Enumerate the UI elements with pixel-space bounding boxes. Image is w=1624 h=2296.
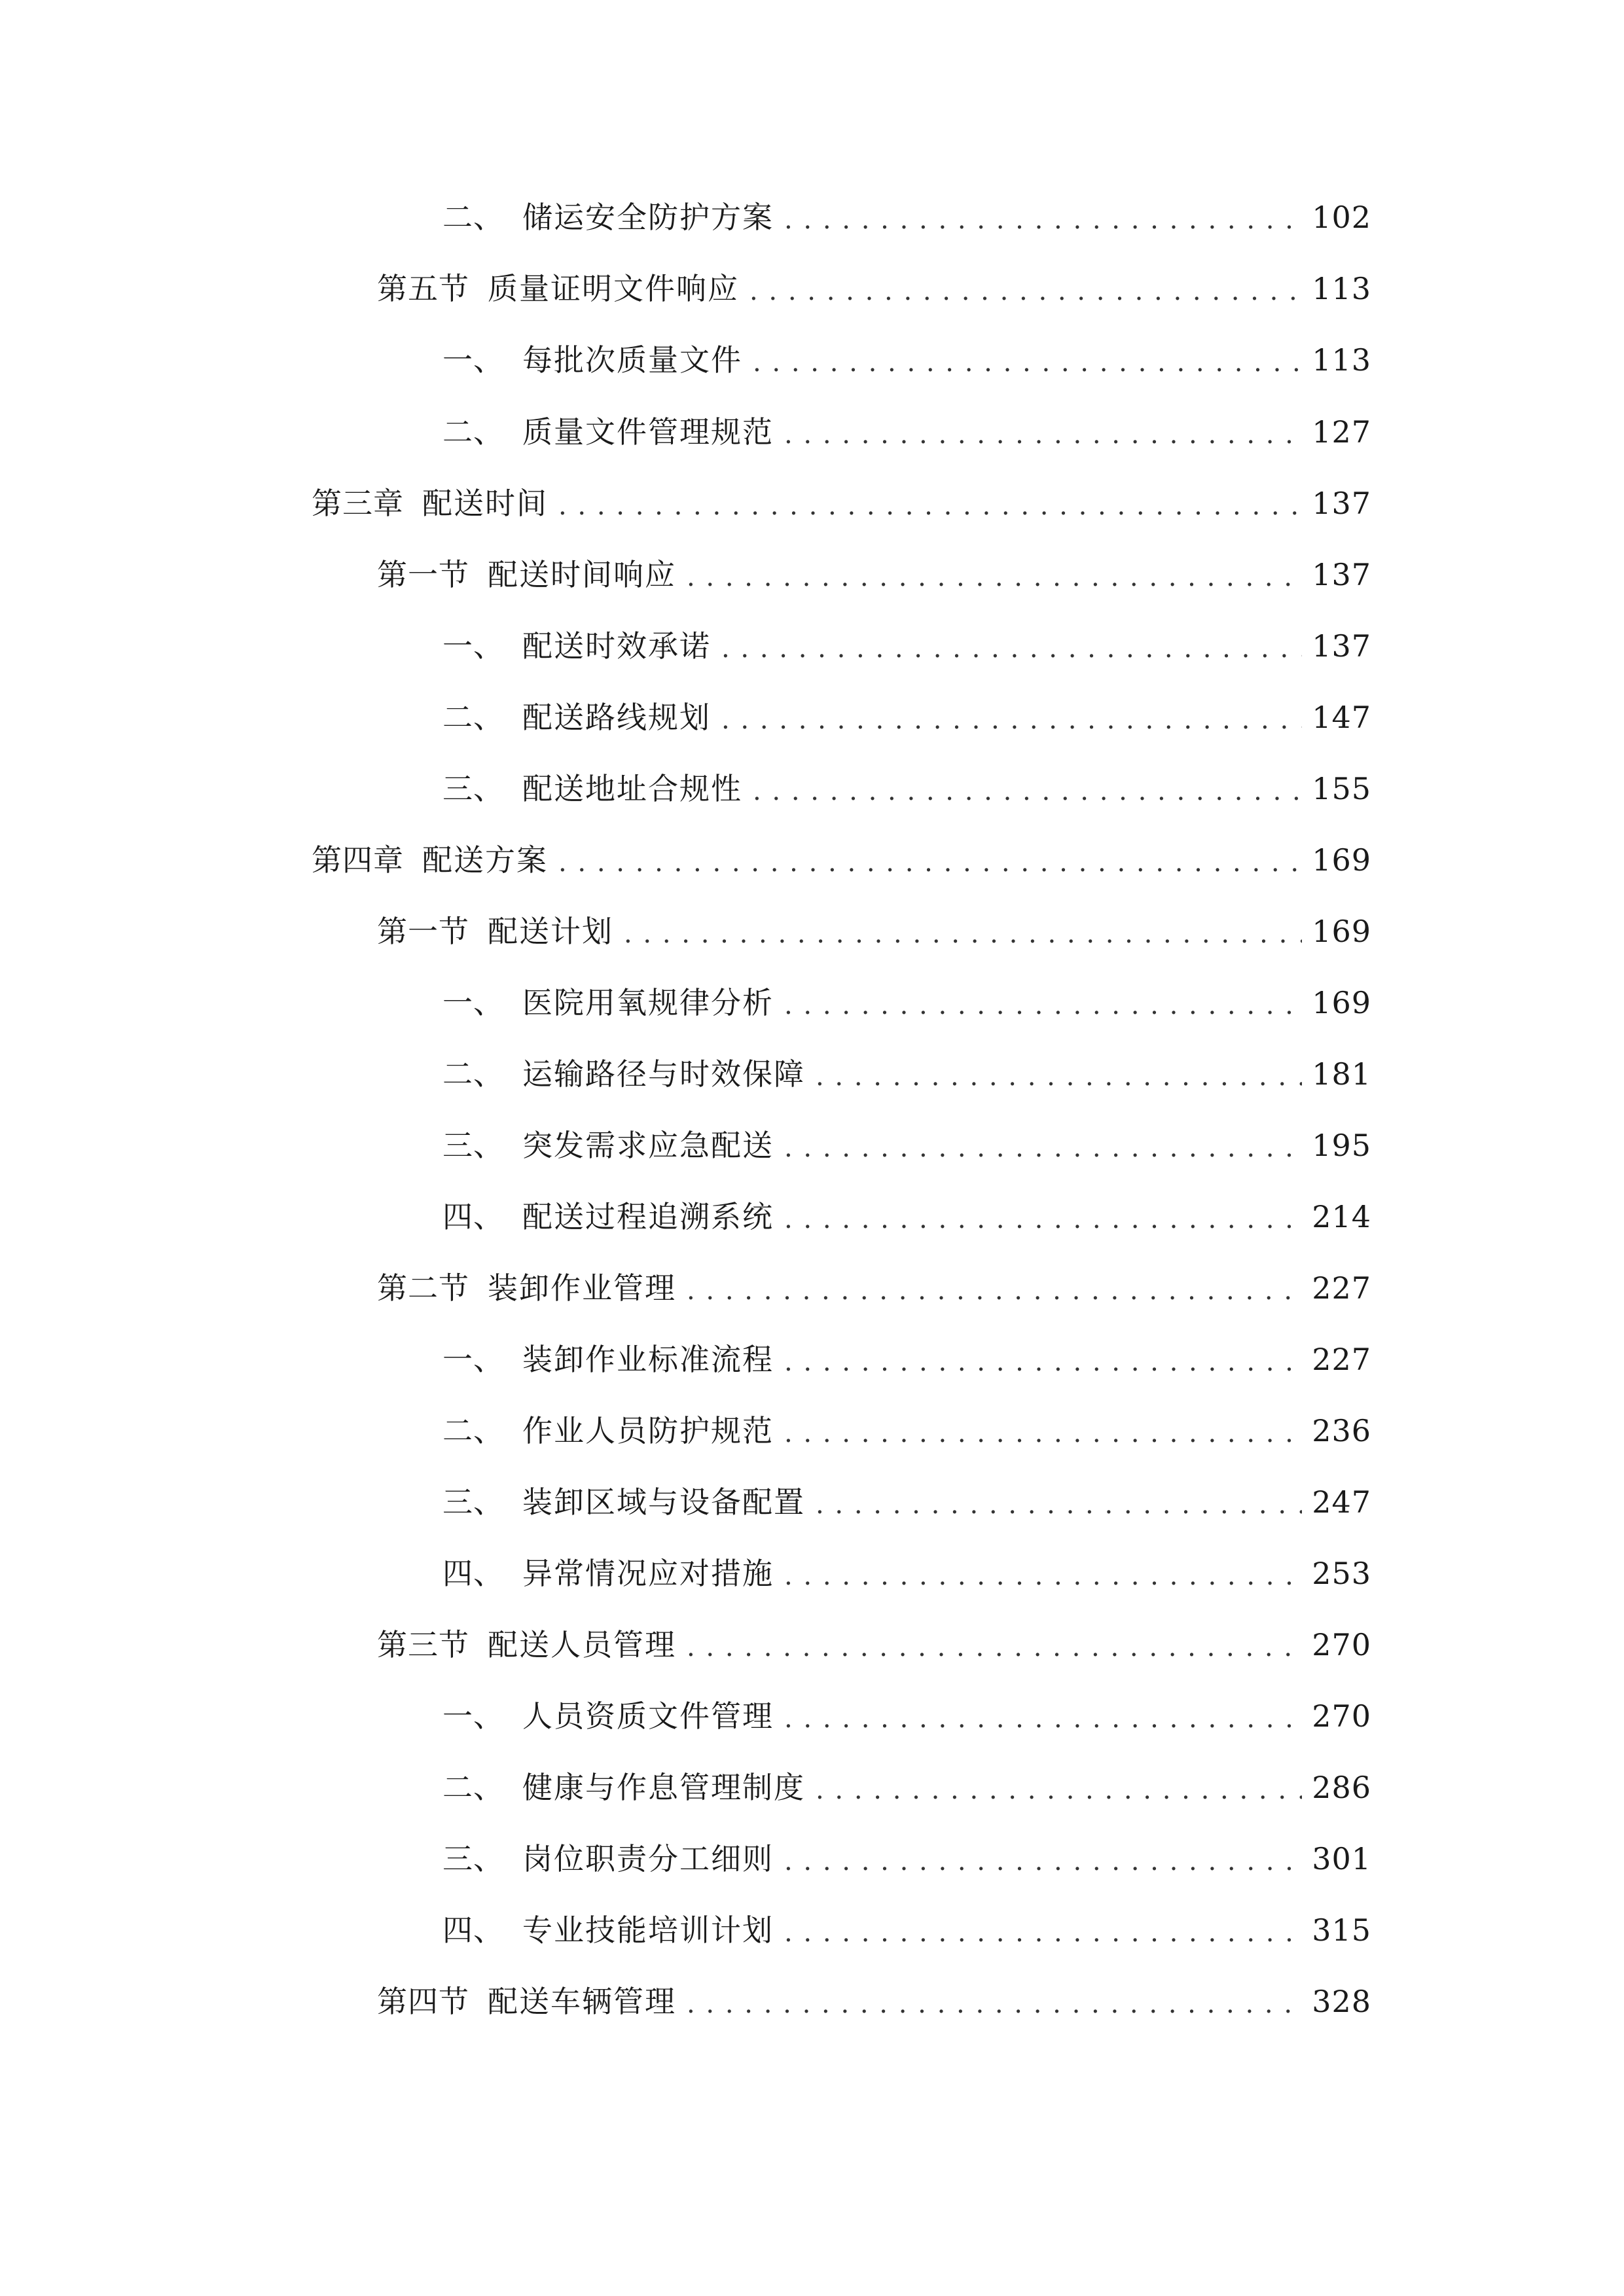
toc-entry-page: 247 <box>1312 1484 1371 1520</box>
dot-leader <box>753 765 1302 817</box>
toc-entry-title: 配送计划 <box>488 914 613 949</box>
toc-entry-title: 健康与作息管理制度 <box>522 1770 805 1805</box>
toc-entry-title: 异常情况应对措施 <box>522 1556 774 1591</box>
toc-entry-page: 214 <box>1312 1199 1371 1234</box>
toc-entry[interactable] <box>442 1833 1371 1885</box>
toc-entry-page: 328 <box>1312 1984 1371 2019</box>
toc-entry[interactable] <box>442 1405 1371 1457</box>
toc-entry-title: 配送路线规划 <box>522 700 711 735</box>
dot-leader <box>816 1764 1302 1816</box>
dot-leader <box>558 480 1302 532</box>
toc-entry-number: 第四章 <box>312 842 404 878</box>
toc-entry-page: 155 <box>1312 771 1371 806</box>
toc-entry-title: 每批次质量文件 <box>522 342 742 378</box>
toc-entry[interactable] <box>442 1547 1371 1600</box>
toc-entry[interactable] <box>377 905 1371 958</box>
toc-entry[interactable] <box>377 1619 1371 1671</box>
toc-entry[interactable] <box>442 977 1371 1029</box>
toc-entry-page: 227 <box>1312 1342 1371 1377</box>
toc-entry-number: 第二节 <box>377 1270 469 1306</box>
dot-leader <box>753 336 1302 389</box>
dot-leader <box>749 265 1302 317</box>
dot-leader <box>784 1835 1302 1888</box>
toc-entry-title: 配送地址合规性 <box>522 771 742 806</box>
toc-entry[interactable] <box>442 406 1371 458</box>
toc-entry-number: 第三章 <box>312 486 404 521</box>
toc-entry-number: 二、 <box>442 414 504 450</box>
toc-entry-page: 227 <box>1312 1270 1371 1306</box>
dot-leader <box>784 1193 1302 1246</box>
toc-entry-title: 配送车辆管理 <box>488 1984 676 2019</box>
toc-entry[interactable] <box>442 1333 1371 1386</box>
dot-leader <box>687 1978 1302 2030</box>
toc-entry-number: 四、 <box>442 1556 504 1591</box>
dot-leader <box>624 908 1302 960</box>
toc-entry-number: 二、 <box>442 1770 504 1805</box>
dot-leader <box>687 1265 1302 1317</box>
toc-entry[interactable] <box>442 1904 1371 1956</box>
toc-entry-title: 质量证明文件响应 <box>488 271 739 306</box>
toc-entry-page: 169 <box>1312 985 1371 1020</box>
toc-entry[interactable] <box>442 762 1371 815</box>
toc-entry-number: 二、 <box>442 1413 504 1448</box>
toc-entry[interactable] <box>377 262 1371 315</box>
toc-entry-title: 装卸作业标准流程 <box>522 1342 774 1377</box>
toc-entry-title: 突发需求应急配送 <box>522 1128 774 1163</box>
toc-entry-number: 二、 <box>442 200 504 235</box>
toc-entry-title: 岗位职责分工细则 <box>522 1841 774 1876</box>
toc-entry-number: 第一节 <box>377 914 469 949</box>
dot-leader <box>784 408 1302 461</box>
toc-entry-number: 三、 <box>442 771 504 806</box>
toc-entry-title: 作业人员防护规范 <box>522 1413 774 1448</box>
toc-entry-page: 127 <box>1312 414 1371 450</box>
toc-entry-page: 286 <box>1312 1770 1371 1805</box>
toc-entry[interactable] <box>312 834 1371 886</box>
toc-entry-number: 二、 <box>442 1056 504 1092</box>
toc-entry-number: 四、 <box>442 1199 504 1234</box>
toc-entry-title: 运输路径与时效保障 <box>522 1056 805 1092</box>
toc-entry-title: 储运安全防护方案 <box>522 200 774 235</box>
toc-entry[interactable] <box>442 191 1371 243</box>
dot-leader <box>784 979 1302 1031</box>
dot-leader <box>687 551 1302 603</box>
toc-entry[interactable] <box>377 1262 1371 1314</box>
toc-entry-title: 配送时间 <box>422 486 548 521</box>
toc-entry[interactable] <box>442 1191 1371 1243</box>
toc-entry-page: 253 <box>1312 1556 1371 1591</box>
toc-entry[interactable] <box>442 334 1371 386</box>
toc-entry-title: 专业技能培训计划 <box>522 1912 774 1948</box>
dot-leader <box>784 194 1302 246</box>
toc-entry-page: 315 <box>1312 1912 1371 1948</box>
toc-entry-page: 169 <box>1312 914 1371 949</box>
toc-entry[interactable] <box>377 1975 1371 2028</box>
toc-entry[interactable] <box>442 620 1371 672</box>
dot-leader <box>784 1407 1302 1460</box>
dot-leader <box>721 622 1302 675</box>
dot-leader <box>816 1050 1302 1103</box>
toc-entry-page: 301 <box>1312 1841 1371 1876</box>
toc-entry-page: 102 <box>1312 200 1371 235</box>
toc-entry-number: 第一节 <box>377 557 469 592</box>
dot-leader <box>784 1336 1302 1388</box>
toc-entry[interactable] <box>442 1048 1371 1100</box>
toc-entry-number: 一、 <box>442 628 504 664</box>
toc-entry-title: 医院用氧规律分析 <box>522 985 774 1020</box>
toc-entry-page: 137 <box>1312 486 1371 521</box>
toc-entry-number: 一、 <box>442 985 504 1020</box>
toc-entry-page: 113 <box>1312 342 1371 378</box>
toc-entry-page: 195 <box>1312 1128 1371 1163</box>
toc-entry[interactable] <box>442 1476 1371 1528</box>
toc-entry-number: 一、 <box>442 1698 504 1734</box>
dot-leader <box>721 694 1302 746</box>
toc-entry-title: 配送人员管理 <box>488 1627 676 1662</box>
toc-entry-number: 一、 <box>442 342 504 378</box>
toc-entry-page: 169 <box>1312 842 1371 878</box>
toc-entry-title: 配送过程追溯系统 <box>522 1199 774 1234</box>
toc-entry-page: 113 <box>1312 271 1371 306</box>
toc-entry[interactable] <box>377 548 1371 601</box>
toc-entry[interactable] <box>442 1690 1371 1742</box>
dot-leader <box>687 1621 1302 1674</box>
toc-entry-title: 人员资质文件管理 <box>522 1698 774 1734</box>
toc-entry-title: 配送时效承诺 <box>522 628 711 664</box>
toc-entry-number: 三、 <box>442 1484 504 1520</box>
toc-entry-number: 四、 <box>442 1912 504 1948</box>
toc-entry[interactable] <box>442 1119 1371 1172</box>
toc-entry-page: 270 <box>1312 1627 1371 1662</box>
toc-entry-page: 181 <box>1312 1056 1371 1092</box>
toc-entry-number: 三、 <box>442 1841 504 1876</box>
dot-leader <box>558 836 1302 889</box>
toc-entry-number: 第五节 <box>377 271 469 306</box>
toc-entry-title: 装卸作业管理 <box>488 1270 676 1306</box>
toc-entry-number: 二、 <box>442 700 504 735</box>
dot-leader <box>784 1907 1302 1959</box>
toc-entry[interactable] <box>442 1761 1371 1814</box>
toc-entry-page: 147 <box>1312 700 1371 735</box>
toc-entry-number: 第三节 <box>377 1627 469 1662</box>
toc-entry-title: 配送时间响应 <box>488 557 676 592</box>
toc-entry[interactable] <box>312 477 1371 529</box>
toc-entry-title: 装卸区域与设备配置 <box>522 1484 805 1520</box>
toc-entry-page: 236 <box>1312 1413 1371 1448</box>
dot-leader <box>784 1693 1302 1745</box>
toc-entry-page: 270 <box>1312 1698 1371 1734</box>
dot-leader <box>816 1479 1302 1531</box>
toc-entry[interactable] <box>442 691 1371 744</box>
toc-entry-number: 一、 <box>442 1342 504 1377</box>
toc-entry-page: 137 <box>1312 557 1371 592</box>
dot-leader <box>784 1122 1302 1174</box>
toc-entry-title: 配送方案 <box>422 842 548 878</box>
toc-entry-number: 三、 <box>442 1128 504 1163</box>
dot-leader <box>784 1550 1302 1602</box>
toc-entry-page: 137 <box>1312 628 1371 664</box>
toc-entry-title: 质量文件管理规范 <box>522 414 774 450</box>
toc-entry-number: 第四节 <box>377 1984 469 2019</box>
